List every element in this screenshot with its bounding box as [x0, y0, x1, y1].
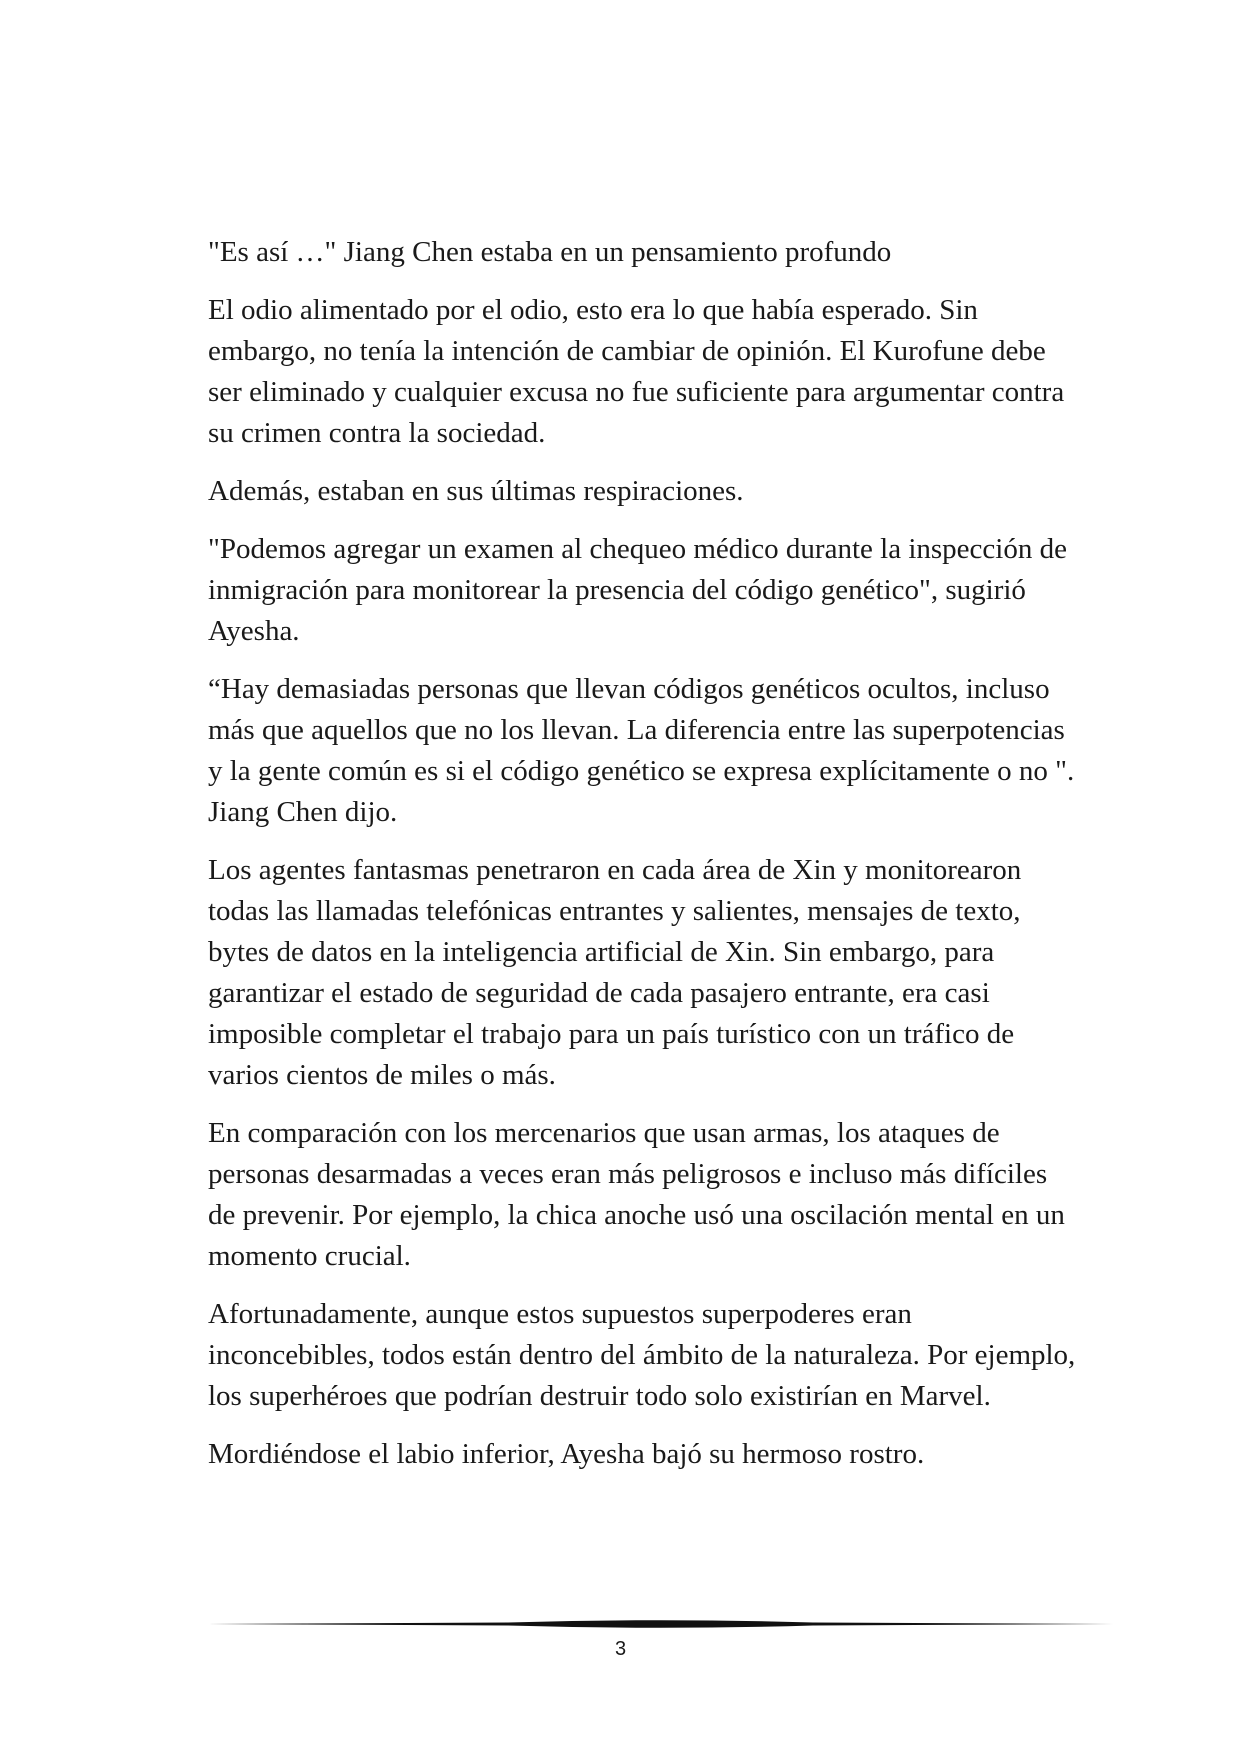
paragraph-6: Los agentes fantasmas penetraron en cada área de Xin y monitorearon todas las llamadas telefónicas entrantes y salientes, mensajes de texto, bytes de datos en la inteligencia artificial de Xin. Sin embargo, para garantizar el estado de seguridad de cada pasajero entrante, era casi imposible completar el trabajo para un país turístico con un tráfico de varios cientos de miles o más.	[208, 854, 1022, 1091]
paragraph-1: "Es así …" Jiang Chen estaba en un pensamiento profundo	[208, 236, 892, 268]
paragraph-5: “Hay demasiadas personas que llevan códigos genéticos ocultos, incluso más que aquellos que no los llevan. La diferencia entre las superpotencias y la gente común es si el código genético se expresa explícitamente o no ". Jiang Chen dijo.	[208, 673, 1075, 828]
body-text	[208, 232, 1078, 1492]
paragraph-7: En comparación con los mercenarios que usan armas, los ataques de personas desarmadas a veces eran más peligrosos e incluso más difíciles de prevenir. Por ejemplo, la chica anoche usó una oscilación mental en un momento crucial.	[208, 1117, 1065, 1272]
page-number: 3	[614, 1638, 627, 1660]
paragraph-2: El odio alimentado por el odio, esto era lo que había esperado. Sin embargo, no tenía la intención de cambiar de opinión. El Kurofune debe ser eliminado y cualquier excusa no fue suficiente para argumentar contra su crimen contra la sociedad.	[208, 294, 1065, 449]
paragraph-4: "Podemos agregar un examen al chequeo médico durante la inspección de inmigración para monitorear la presencia del código genético", sugirió Ayesha.	[208, 533, 1067, 647]
footer-rule	[208, 1617, 1113, 1631]
paragraph-9: Mordiéndose el labio inferior, Ayesha bajó su hermoso rostro.	[208, 1438, 925, 1470]
paragraph-3: Además, estaban en sus últimas respiraciones.	[208, 475, 744, 507]
paragraph-8: Afortunadamente, aunque estos supuestos superpoderes eran inconcebibles, todos están dentro del ámbito de la naturaleza. Por ejemplo, los superhéroes que podrían destruir todo solo existirían en Marvel.	[208, 1298, 1076, 1412]
